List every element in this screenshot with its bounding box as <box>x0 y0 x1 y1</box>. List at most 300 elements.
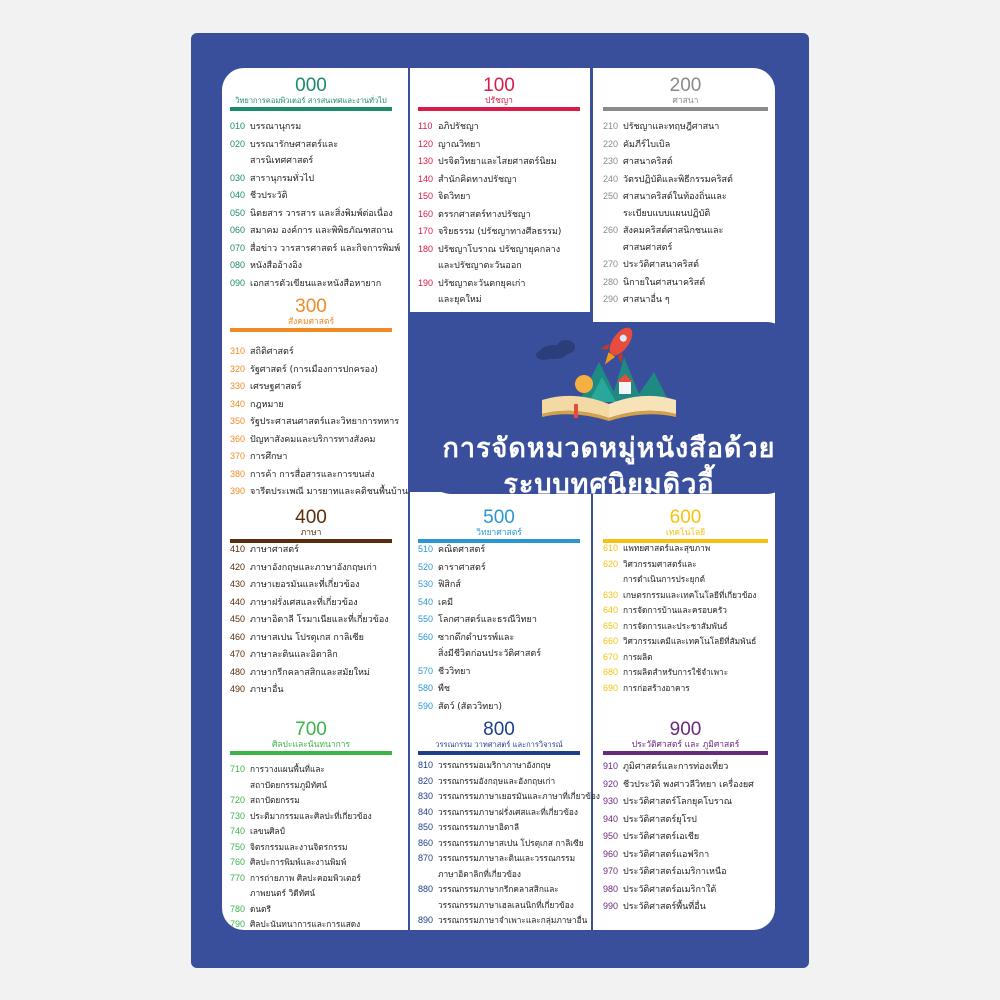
subclass-label: ญาณวิทยา <box>438 139 481 150</box>
subclass-code: 360 <box>230 433 246 444</box>
subclass-item <box>603 274 768 292</box>
subclass-item <box>418 559 580 577</box>
subclass-label: ศาสนาอื่น ๆ <box>623 295 670 305</box>
subclass-label: สำนักคิดทางปรัชญา <box>438 174 517 185</box>
subclass-label: ประวัติศาสตร์เอเชีย <box>623 832 700 842</box>
subclass-item <box>418 206 580 224</box>
subclass-item <box>603 557 768 588</box>
subclass-list <box>418 758 600 929</box>
subclass-label: วรรณกรรมอเมริกาภาษาอังกฤษ <box>438 760 551 770</box>
subclass-label: เคมี <box>438 597 454 608</box>
subclass-code: 370 <box>230 451 246 461</box>
subclass-code: 350 <box>230 416 246 426</box>
subclass-label: ภาษาอื่น <box>250 685 284 695</box>
subclass-item <box>418 136 580 154</box>
column-divider <box>591 492 593 930</box>
subclass-label: วรรณกรรมภาษาฝรั่งเศสและที่เกี่ยวข้อง <box>438 806 578 817</box>
subclass-code: 310 <box>230 346 246 356</box>
subclass-item <box>230 431 392 449</box>
subclass-item <box>230 396 392 414</box>
subclass-list <box>230 118 401 292</box>
subclass-code: 460 <box>230 631 246 642</box>
class-number: 500 <box>483 507 515 528</box>
subclass-label: จิตวิทยา <box>438 192 471 202</box>
subclass-code: 290 <box>603 294 619 304</box>
subclass-item <box>230 793 392 809</box>
subclass-item <box>230 483 408 501</box>
subclass-label: ประติมากรรมและศิลปะที่เกี่ยวข้อง <box>250 810 372 821</box>
subclass-code: 720 <box>230 795 246 805</box>
subclass-item <box>230 840 392 856</box>
subclass-label: สมาคม องค์การ และพิพิธภัณฑสถาน <box>250 226 393 236</box>
subclass-label: วิศวกรรมเคมีและเทคโนโลยีที่สัมพันธ์ <box>623 636 757 646</box>
subclass-code: 150 <box>418 191 434 201</box>
subclass-label: ปรัชญาตะวันตกยุคเก่า <box>438 278 526 289</box>
poster-title-line1: การจัดหมวดหมู่หนังสือด้วย <box>442 433 776 464</box>
subclass-code: 330 <box>230 381 246 391</box>
subclass-item <box>418 680 580 698</box>
subclass-label: คณิตศาสตร์ <box>438 545 486 555</box>
subclass-item <box>603 846 768 864</box>
subclass-code: 550 <box>418 614 434 624</box>
subclass-item <box>418 836 584 852</box>
subclass-code: 080 <box>230 260 246 270</box>
subclass-code: 690 <box>603 682 619 693</box>
subclass-item <box>230 222 392 240</box>
subclass-label-continued: วรรณกรรมภาษาเฮลเลนนิกที่เกี่ยวข้อง <box>438 899 574 910</box>
subclass-item <box>230 118 392 136</box>
class-name: ศาสนา <box>672 96 699 106</box>
subclass-item <box>230 855 392 871</box>
subclass-item <box>418 241 580 275</box>
subclass-item <box>603 153 768 171</box>
subclass-label: รัฐประศาสนศาสตร์และวิทยาการทหาร <box>250 417 400 427</box>
subclass-item <box>230 559 392 577</box>
subclass-code: 440 <box>230 596 246 607</box>
subclass-label-continued: ศาสนศาสตร์ <box>623 242 673 253</box>
subclass-label: ปรจิตวิทยาและไสยศาสตร์นิยม <box>438 157 557 167</box>
subclass-code: 250 <box>603 191 619 201</box>
subclass-code: 790 <box>230 919 246 929</box>
subclass-code: 420 <box>230 561 246 572</box>
subclass-code: 740 <box>230 826 246 836</box>
subclass-item <box>418 851 580 882</box>
subclass-item <box>418 153 580 171</box>
subclass-item <box>418 663 580 681</box>
subclass-label: บรรณารักษศาสตร์และ <box>250 139 339 150</box>
column-divider <box>408 68 410 930</box>
column-divider <box>591 68 593 312</box>
poster-title-line2: ระบบทศนิยมดิวอี้ <box>503 469 715 500</box>
subclass-label: สถาปัตยกรรม <box>250 795 300 805</box>
subclass-label: วรรณกรรมภาษากรีกคลาสสิกและ <box>438 884 559 894</box>
subclass-item <box>603 811 768 829</box>
subclass-item <box>603 291 768 309</box>
subclass-label: ภาษาศาสตร์ <box>250 545 299 555</box>
subclass-label: การศึกษา <box>250 452 288 462</box>
subclass-list <box>603 541 768 696</box>
subclass-item <box>230 541 392 559</box>
open-book-illustration <box>424 322 794 422</box>
class-number: 300 <box>295 296 327 317</box>
subclass-code: 880 <box>418 884 434 894</box>
subclass-label: อภิปรัชญา <box>438 122 479 132</box>
subclass-code: 170 <box>418 226 434 236</box>
subclass-item <box>603 118 768 136</box>
subclass-label: แพทยศาสตร์และสุขภาพ <box>623 543 711 553</box>
subclass-code: 260 <box>603 225 619 235</box>
subclass-label-continued: สิ่งมีชีวิตก่อนประวัติศาสตร์ <box>438 649 542 659</box>
subclass-code: 090 <box>230 277 246 288</box>
subclass-code: 610 <box>603 543 619 553</box>
subclass-label: เศรษฐศาสตร์ <box>250 382 302 392</box>
subclass-code: 980 <box>603 883 619 894</box>
subclass-code: 160 <box>418 208 434 219</box>
subclass-label: กฎหมาย <box>250 399 284 410</box>
subclass-item <box>418 223 580 241</box>
subclass-item <box>603 222 768 256</box>
class-number: 800 <box>483 719 515 740</box>
subclass-code: 410 <box>230 544 246 554</box>
class-underline <box>418 107 580 111</box>
subclass-label: บรรณานุกรม <box>250 122 302 132</box>
subclass-item <box>230 681 392 699</box>
subclass-label: สัตว์ (สัตววิทยา) <box>438 701 502 712</box>
subclass-item <box>418 913 588 929</box>
subclass-label: โลกศาสตร์และธรณีวิทยา <box>438 615 537 625</box>
subclass-item <box>418 188 580 206</box>
class-number: 400 <box>295 507 327 528</box>
subclass-label: วรรณกรรมภาษาละตินและวรรณกรรม <box>438 853 576 863</box>
cloud-icon <box>536 340 575 360</box>
subclass-item <box>418 820 580 836</box>
subclass-code: 490 <box>230 684 246 694</box>
subclass-code: 870 <box>418 853 434 863</box>
subclass-code: 820 <box>418 775 434 786</box>
subclass-code: 930 <box>603 796 619 806</box>
subclass-label-continued: การดำเนินการประยุกต์ <box>623 574 705 584</box>
subclass-code: 060 <box>230 225 246 235</box>
subclass-label: ภาษาอังกฤษและภาษาอังกฤษเก่า <box>250 562 377 573</box>
subclass-label: วิศวกรรมศาสตร์และ <box>623 558 697 569</box>
subclass-label: ชีวประวัติ <box>250 191 288 201</box>
subclass-label: การวางแผนพื้นที่และ <box>250 764 325 774</box>
subclass-label: วัตรปฏิบัติและพิธีกรรมคริสต์ <box>623 174 733 185</box>
subclass-item <box>418 611 580 629</box>
subclass-item <box>230 413 400 431</box>
class-number: 200 <box>669 75 702 96</box>
subclass-label: ภาษาเยอรมันและที่เกี่ยวข้อง <box>250 580 360 590</box>
subclass-item <box>603 828 768 846</box>
class-number: 000 <box>295 75 327 96</box>
subclass-item <box>603 634 768 650</box>
class-underline <box>603 107 768 111</box>
subclass-label-continued: และยุคใหม่ <box>438 295 482 305</box>
subclass-item <box>418 629 580 663</box>
subclass-item <box>603 619 768 635</box>
subclass-label: ดาราศาสตร์ <box>438 562 486 573</box>
subclass-label: ประวัติศาสตร์แอฟริกา <box>623 849 710 860</box>
subclass-label: ศาสนาคริสต์ <box>623 157 673 167</box>
subclass-item <box>603 188 768 222</box>
subclass-code: 770 <box>230 872 246 883</box>
class-underline <box>603 751 768 755</box>
subclass-label: ดนตรี <box>250 903 271 914</box>
subclass-item <box>603 650 768 666</box>
subclass-item <box>230 646 392 664</box>
subclass-code: 990 <box>603 901 619 911</box>
subclass-label-continued: สารนิเทศศาสตร์ <box>250 156 314 166</box>
subclass-label: วรรณกรรมอังกฤษและอังกฤษเก่า <box>438 775 556 786</box>
subclass-item <box>603 776 768 794</box>
subclass-item <box>418 118 580 136</box>
subclass-label: จริยธรรม (ปรัชญาทางศีลธรรม) <box>438 227 562 237</box>
subclass-label-continued: ระเบียบแบบแผนปฏิบัติ <box>623 208 711 219</box>
subclass-label: ปัญหาสังคมและบริการทางสังคม <box>250 434 376 445</box>
subclass-item <box>603 588 768 604</box>
subclass-label: จิตรกรรมและงานจิตรกรรม <box>250 841 348 852</box>
class-underline <box>418 751 580 755</box>
subclass-item <box>418 576 580 594</box>
subclass-code: 240 <box>603 173 619 184</box>
subclass-code: 950 <box>603 831 619 841</box>
subclass-code: 960 <box>603 848 619 859</box>
subclass-code: 450 <box>230 614 246 624</box>
subclass-code: 910 <box>603 761 619 771</box>
subclass-item <box>230 205 392 223</box>
subclass-code: 040 <box>230 190 246 200</box>
subclass-code: 110 <box>418 121 433 131</box>
subclass-code: 520 <box>418 561 434 572</box>
subclass-code: 570 <box>418 665 434 676</box>
title-box <box>424 322 794 500</box>
subclass-list <box>418 118 580 309</box>
subclass-label: ภาษาสเปน โปรตุเกส กาลิเซีย <box>250 632 364 643</box>
class-name: วิทยาศาสตร์ <box>476 528 522 538</box>
subclass-label-continued: สถาปัตยกรรมภูมิทัศน์ <box>250 779 328 790</box>
subclass-label: เกษตรกรรมและเทคโนโลยีที่เกี่ยวข้อง <box>623 589 757 600</box>
subclass-item <box>230 240 401 258</box>
subclass-item <box>418 698 580 716</box>
subclass-code: 540 <box>418 596 434 607</box>
subclass-item <box>230 136 392 170</box>
subclass-label: ประวัติศาสตร์พื้นที่อื่น <box>623 902 706 912</box>
subclass-list <box>603 758 768 916</box>
subclass-item <box>603 681 768 697</box>
subclass-item <box>603 256 768 274</box>
subclass-item <box>230 902 392 918</box>
class-name: วรรณกรรม วาทศาสตร์ และการวิจารณ์ <box>435 740 563 749</box>
subclass-code: 660 <box>603 636 619 646</box>
subclass-code: 730 <box>230 810 246 821</box>
subclass-item <box>603 541 768 557</box>
subclass-code: 840 <box>418 806 434 817</box>
subclass-code: 830 <box>418 791 434 801</box>
subclass-item <box>230 466 392 484</box>
subclass-label: รัฐศาสตร์ (การเมืองการปกครอง) <box>250 364 378 375</box>
subclass-item <box>603 758 768 776</box>
subclass-code: 760 <box>230 857 246 867</box>
subclass-label-continued: ภาษาอิตาลิกที่เกี่ยวข้อง <box>438 868 521 879</box>
subclass-code: 670 <box>603 651 619 662</box>
subclass-item <box>230 824 392 840</box>
subclass-label: ภาษากรีกคลาสสิกและสมัยใหม่ <box>250 667 370 678</box>
subclass-item <box>418 758 580 774</box>
subclass-item <box>603 793 768 811</box>
subclass-label: สื่อข่าว วารสารศาสตร์ และกิจการพิมพ์ <box>250 243 401 254</box>
subclass-code: 850 <box>418 822 434 832</box>
subclass-item <box>418 541 580 559</box>
rocket-icon <box>594 322 641 372</box>
subclass-label: ศิลปะนันทนาการและการแสดง <box>250 919 361 929</box>
subclass-item <box>230 809 392 825</box>
subclass-code: 750 <box>230 841 246 852</box>
subclass-item <box>603 898 768 916</box>
subclass-label: การจัดการและประชาสัมพันธ์ <box>623 620 728 631</box>
subclass-label: การถ่ายภาพ ศิลปะคอมพิวเตอร์ <box>250 872 361 883</box>
subclass-item <box>230 378 392 396</box>
subclass-code: 590 <box>418 700 434 711</box>
subclass-label: วรรณกรรมภาษาอิตาลี <box>438 822 520 832</box>
subclass-item <box>418 171 580 189</box>
subclass-code: 030 <box>230 172 246 183</box>
subclass-item <box>418 275 580 309</box>
subclass-label: สังคมคริสต์ศาสนิกชนและ <box>623 226 724 236</box>
subclass-code: 320 <box>230 363 246 374</box>
subclass-label: หนังสืออ้างอิง <box>250 261 303 271</box>
subclass-code: 560 <box>418 631 434 642</box>
subclass-item <box>230 361 392 379</box>
subclass-label: การผลิต <box>623 651 653 662</box>
subclass-code: 050 <box>230 207 246 218</box>
subclass-item <box>230 762 392 793</box>
subclass-item <box>418 594 580 612</box>
class-name: เทคโนโลยี <box>665 528 706 538</box>
subclass-label: ศาสนาคริสต์ในท้องถิ่นและ <box>623 192 727 202</box>
subclass-label: ภาษาละตินและอิตาลิก <box>250 650 338 660</box>
class-name: ศิลปะและนันทนาการ <box>271 740 351 750</box>
class-name: ประวัติศาสตร์ และ ภูมิศาสตร์ <box>631 740 740 750</box>
subclass-code: 920 <box>603 778 619 789</box>
subclass-code: 380 <box>230 468 246 479</box>
subclass-list <box>603 118 768 309</box>
subclass-code: 430 <box>230 579 246 589</box>
class-underline <box>230 751 392 755</box>
subclass-code: 210 <box>603 121 619 131</box>
subclass-label: ชีวประวัติ พงศาวลีวิทยา เครื่องยศ <box>623 779 754 790</box>
subclass-label-continued: ภาพยนตร์ วิดีทัศน์ <box>250 888 316 898</box>
subclass-code: 190 <box>418 277 434 288</box>
subclass-label: การค้า การสื่อสารและการขนส่ง <box>250 469 375 480</box>
subclass-list <box>230 762 392 933</box>
subclass-label: ประวัติศาสตร์อเมริกาเหนือ <box>623 867 727 877</box>
subclass-label: ภาษาอิตาลี โรมาเนียและที่เกี่ยวข้อง <box>250 615 389 625</box>
subclass-item <box>230 187 392 205</box>
subclass-label: สถิติศาสตร์ <box>250 347 294 357</box>
subclass-item <box>230 275 392 293</box>
subclass-code: 120 <box>418 138 434 149</box>
subclass-item <box>603 863 768 881</box>
class-underline <box>230 107 392 111</box>
subclass-label: ซากดึกดำบรรพ์และ <box>438 632 515 643</box>
subclass-code: 810 <box>418 760 434 770</box>
subclass-label: ปรัชญาและทฤษฎีศาสนา <box>623 122 720 132</box>
subclass-item <box>230 664 392 682</box>
class-name: ปรัชญา <box>485 96 513 106</box>
subclass-label: จารีตประเพณี มารยาทและคติชนพื้นบ้าน <box>250 487 408 497</box>
subclass-list <box>230 541 392 699</box>
subclass-code: 390 <box>230 486 246 496</box>
subclass-code: 340 <box>230 398 246 409</box>
class-number: 100 <box>483 75 515 96</box>
subclass-label: พืช <box>438 684 451 694</box>
subclass-code: 220 <box>603 138 619 149</box>
subclass-code: 530 <box>418 579 434 589</box>
subclass-code: 970 <box>603 866 619 876</box>
subclass-code: 780 <box>230 903 246 914</box>
subclass-label-continued: และปรัชญาตะวันออก <box>438 261 522 271</box>
subclass-label: ชีววิทยา <box>438 666 471 677</box>
subclass-code: 710 <box>230 764 246 774</box>
subclass-label: ศิลปะการพิมพ์และงานพิมพ์ <box>250 857 347 867</box>
class-number: 700 <box>295 719 327 740</box>
subclass-code: 010 <box>230 121 246 131</box>
subclass-item <box>603 881 768 899</box>
subclass-label: นิกายในศาสนาคริสต์ <box>623 277 706 288</box>
subclass-item <box>230 257 392 275</box>
subclass-code: 140 <box>418 173 434 184</box>
subclass-item <box>230 594 392 612</box>
subclass-label: คัมภีร์ไบเบิล <box>623 139 671 150</box>
subclass-item <box>418 789 600 805</box>
subclass-label: นิตยสาร วารสาร และสิ่งพิมพ์ต่อเนื่อง <box>250 208 393 219</box>
class-name: วิทยาการคอมพิวเตอร์ สารสนเทศและงานทั่วไป <box>235 96 387 105</box>
subclass-item <box>230 448 392 466</box>
subclass-item <box>418 774 580 790</box>
subclass-code: 480 <box>230 666 246 677</box>
subclass-list <box>418 541 580 715</box>
subclass-code: 640 <box>603 605 619 615</box>
subclass-item <box>230 871 392 902</box>
subclass-item <box>230 629 392 647</box>
subclass-item <box>230 576 392 594</box>
subclass-code: 890 <box>418 915 434 925</box>
subclass-code: 650 <box>603 620 619 631</box>
subclass-code: 070 <box>230 242 246 253</box>
subclass-code: 180 <box>418 243 434 254</box>
subclass-item <box>230 917 392 933</box>
subclass-item <box>418 805 580 821</box>
class-name: ภาษา <box>300 528 322 538</box>
class-number: 900 <box>669 719 702 740</box>
subclass-label: การผลิตสำหรับการใช้จำเพาะ <box>623 667 729 677</box>
subclass-label: วรรณกรรมภาษาเยอรมันและภาษาที่เกี่ยวข้อง <box>438 791 600 801</box>
class-number: 600 <box>669 507 702 528</box>
subclass-list <box>230 343 408 501</box>
subclass-label: ฟิสิกส์ <box>438 580 461 590</box>
subclass-label: ประวัติศาสตร์โลกยุคโบราณ <box>623 797 733 807</box>
subclass-label: เอกสารตัวเขียนและหนังสือหายาก <box>250 278 382 289</box>
subclass-code: 510 <box>418 544 434 554</box>
subclass-item <box>230 611 392 629</box>
subclass-label: การก่อสร้างอาคาร <box>623 682 690 693</box>
subclass-label: เลขนศิลป์ <box>250 826 285 836</box>
subclass-code: 020 <box>230 138 246 149</box>
subclass-code: 580 <box>418 683 434 693</box>
subclass-code: 230 <box>603 156 619 166</box>
subclass-code: 680 <box>603 667 619 677</box>
subclass-label: ภูมิศาสตร์และการท่องเที่ยว <box>623 762 729 772</box>
